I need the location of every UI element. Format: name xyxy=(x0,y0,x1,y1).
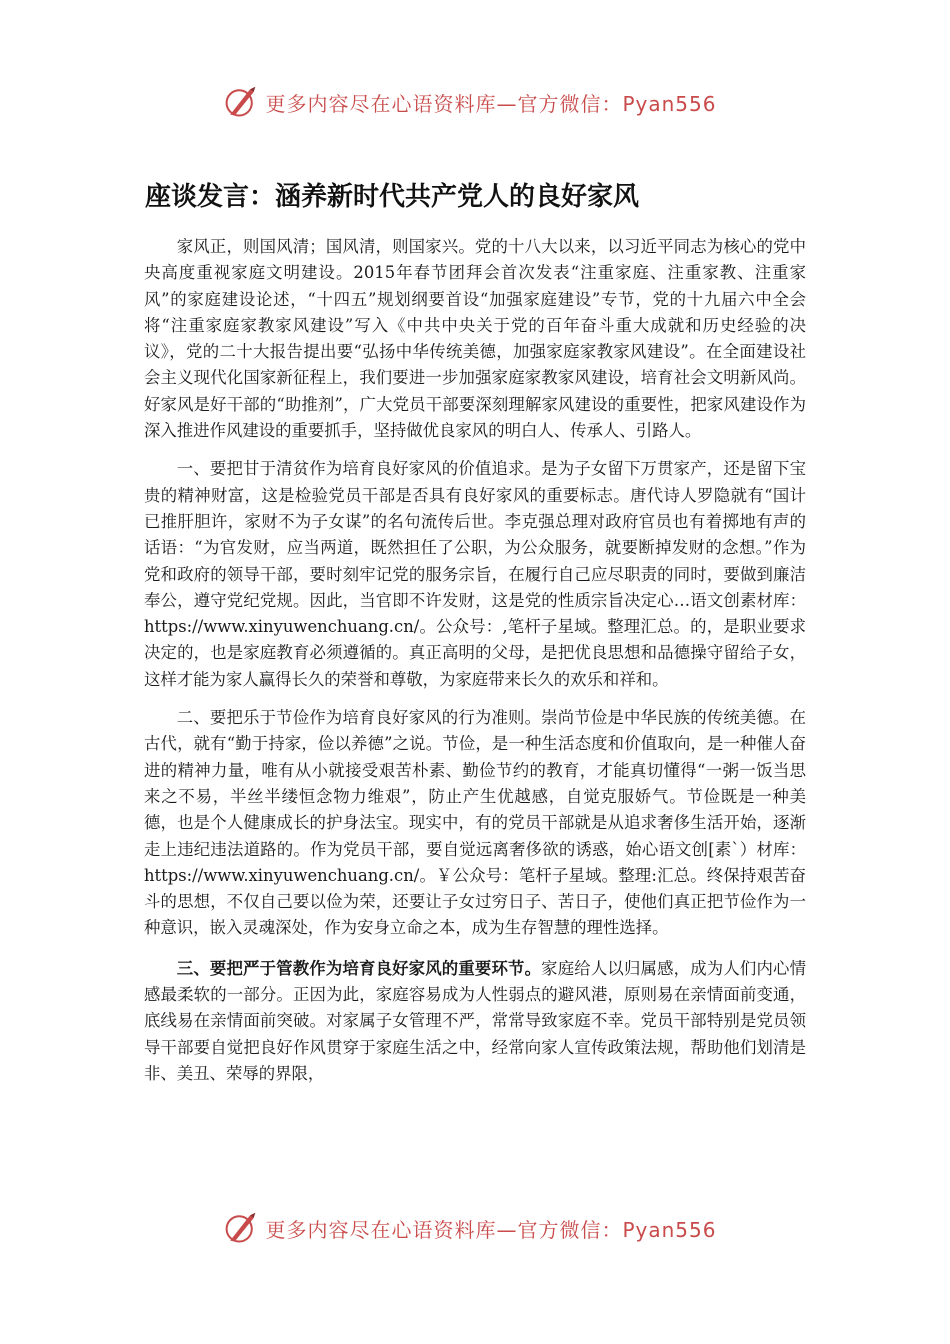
paragraph-lead: 一、要把甘于清贫作为培育良好家风的价值追求。 xyxy=(176,459,542,479)
paragraph xyxy=(144,456,806,693)
paragraph-text: 崇尚节俭是中华民族的传统美德。在古代，就有“勤于持家，俭以养德”之说。节俭，是一种生活态度和价值取向，是一种催人奋进的精神力量，唯有从小就接受艰苦朴素、勤俭节约的教育，才能真切懂得“一粥一饭当思来之不易，半丝半缕恒念物力维艰”，防止产生优越感，自觉克服娇气。节俭既是一种美德，也是个人健康成长的护身法宝。现实中，有的党员干部就是从追求奢侈生活开始，逐渐走上违纪违法道路的。作为党员干部，要自觉远离奢侈欲的诱惑，始心语文创[素`）材库：https://www.xinyuwenchuang.cn/。￥公众号：笔杆子星域。整理:汇总。终保持艰苦奋斗的思想，不仅自己要以俭为荣，还要让子女过穷日子、苦日子，使他们真正把节俭作为一种意识，嵌入灵魂深处，作为安身立命之本，成为生存智慧的理性选择。 xyxy=(144,708,806,938)
quill-pen-icon xyxy=(223,1210,259,1246)
page-title: 座谈发言：涵养新时代共产党人的良好家风 xyxy=(145,182,640,212)
header-watermark xyxy=(0,82,950,122)
paragraph-text: 家风正，则国风清；国风清，则国家兴。党的十八大以来，以习近平同志为核心的党中央高度重视家庭文明建设。2015年春节团拜会首次发表“注重家庭、注重家教、注重家风”的家庭建设论述，“十四五”规划纲要首设“加强家庭建设”专节，党的十九届六中全会将“注重家庭家教家风建设”写入《中共中央关于党的百年奋斗重大成就和历史经验的决议》，党的二十大报告提出要“弘扬中华传统美德，加强家庭家教家风建设”。在全面建设社会主义现代化国家新征程上，我们要进一步加强家庭家教家风建设，培育社会文明新风尚。好家风是好干部的“助推剂”，广大党员干部要深刻理解家风建设的重要性，把家风建设作为深入推进作风建设的重要抓手，坚持做优良家风的明白人、传承人、引路人。 xyxy=(144,237,806,441)
paragraph-text: 是为子女留下万贯家产，还是留下宝贵的精神财富，这是检验党员干部是否具有良好家风的重要标志。唐代诗人罗隐就有“国计已推肝胆许，家财不为子女谋”的名句流传后世。李克强总理对政府官员也有着掷地有声的话语：“为官发财，应当两道，既然担任了公职，为公众服务，就要断掉发财的念想。”作为党和政府的领导干部，要时刻牢记党的服务宗旨，在履行自己应尽职责的同时，要做到廉洁奉公，遵守党纪党规。因此，当官即不许发财，这是党的性质宗旨决定心…语文创素材库：https://www.xinyuwenchuang.cn/。公众号：,笔杆子星域。整理汇总。的，是职业要求决定的，也是家庭教育必须遵循的。真正高明的父母，是把优良思想和品德操守留给子女，这样才能为家人赢得长久的荣誉和尊敬，为家庭带来长久的欢乐和祥和。 xyxy=(144,459,806,689)
paragraph xyxy=(144,705,806,942)
paragraph-text: 家庭给人以归属感，成为人们内心情感最柔软的一部分。正因为此，家庭容易成为人性弱点的避风港，原则易在亲情面前变通，底线易在亲情面前突破。对家属子女管理不严，常常导致家庭不幸。党员干部特别是党员领导干部要自觉把良好作风贯穿于家庭生活之中，经常向家人宣传政策法规，帮助他们划清是非、美丑、荣辱的界限， xyxy=(144,958,806,1083)
quill-pen-icon xyxy=(223,84,259,120)
paragraph-lead: 三、要把严于管教作为培育良好家风的重要环节。 xyxy=(176,958,542,978)
watermark-text: 更多内容尽在心语资料库—官方微信：Pyan556 xyxy=(265,1217,717,1242)
article-body xyxy=(144,234,806,1098)
paragraph xyxy=(144,234,806,444)
footer-watermark xyxy=(0,1208,950,1248)
paragraph xyxy=(144,956,806,1087)
watermark-text: 更多内容尽在心语资料库—官方微信：Pyan556 xyxy=(265,91,717,116)
paragraph-lead: 二、要把乐于节俭作为培育良好家风的行为准则。 xyxy=(176,708,542,728)
